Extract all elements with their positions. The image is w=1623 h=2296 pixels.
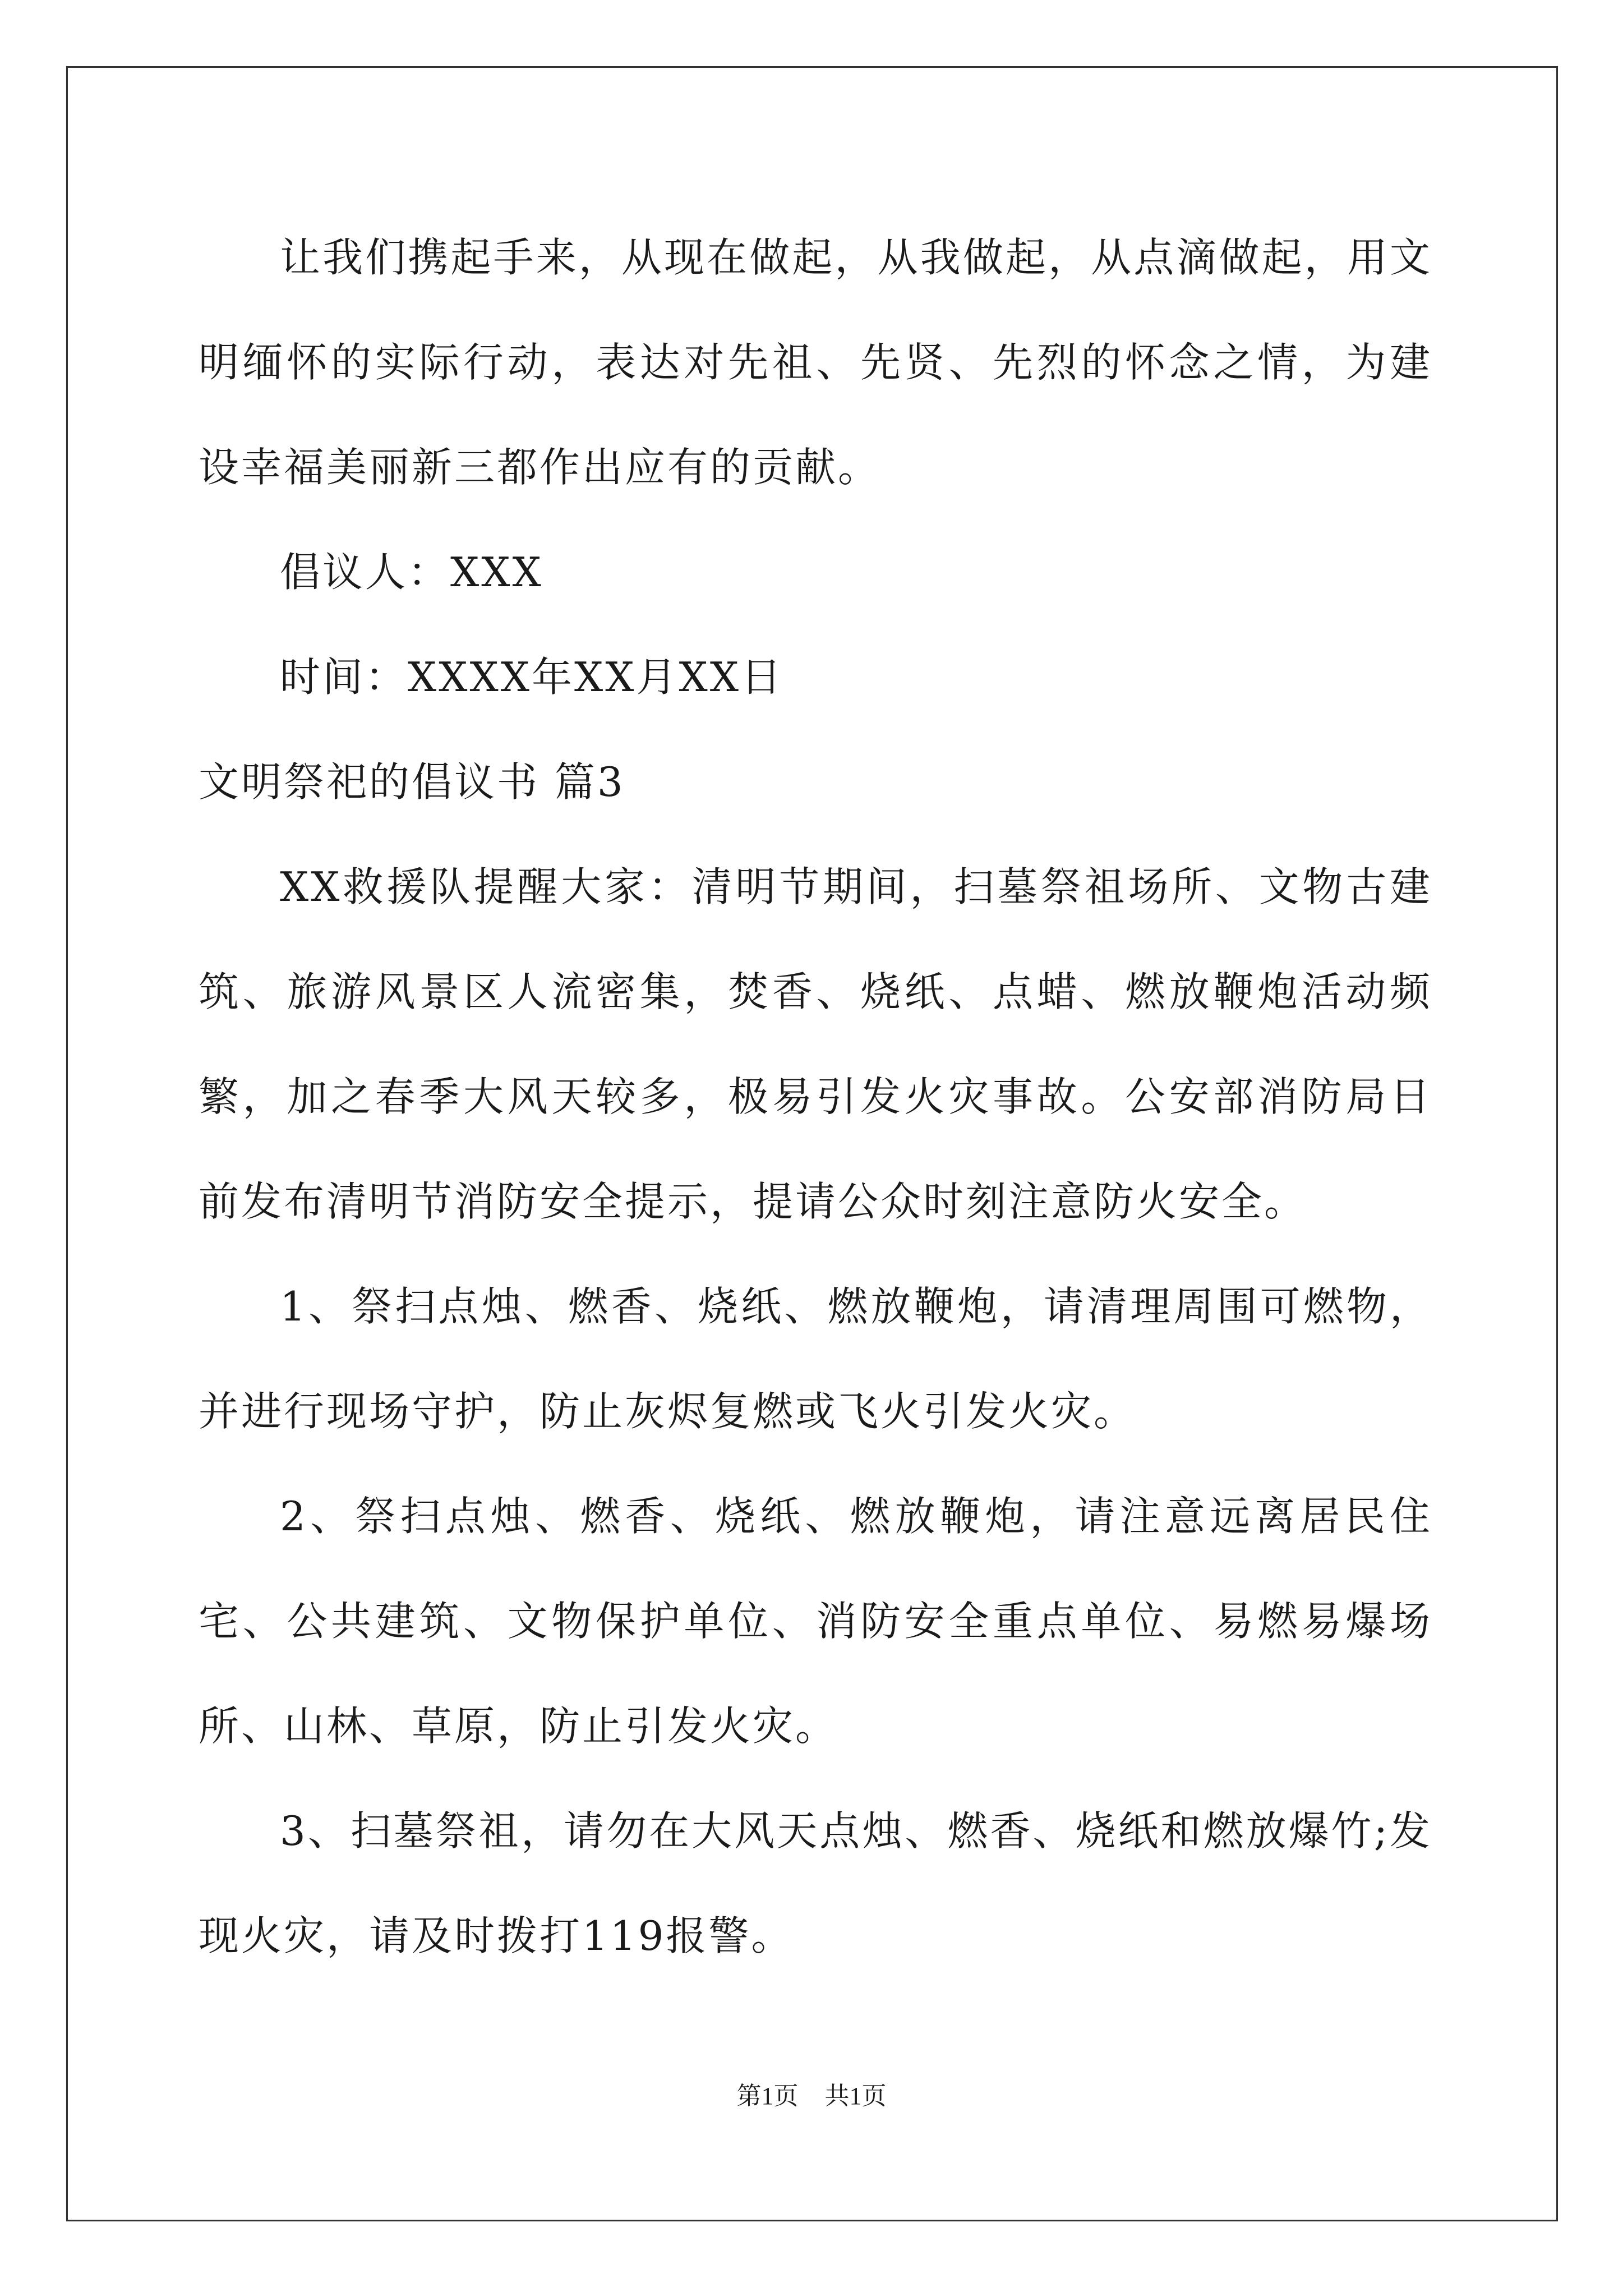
paragraph-reminder: XX救援队提醒大家：清明节期间，扫墓祭祖场所、文物古建筑、旅游风景区人流密集，焚香、烧纸、点蜡、燃放鞭炮活动频繁，加之春季大风天较多，极易引发火灾事故。公安部消防局日前发布清明节消防安全提示，提请公众时刻注意防火安全。 (199, 863, 1432, 1225)
page-total: 共1页 (824, 2082, 887, 2110)
paragraph-item-1: 1、祭扫点烛、燃香、烧纸、燃放鞭炮，请清理周围可燃物，并进行现场守护，防止灰烬复燃或飞火引发火灾。 (199, 1283, 1432, 1435)
paragraph-closing-appeal: 让我们携起手来，从现在做起，从我做起，从点滴做起，用文明缅怀的实际行动，表达对先祖、先贤、先烈的怀念之情，为建设幸福美丽新三都作出应有的贡献。 (199, 234, 1432, 491)
paragraph-item-2: 2、祭扫点烛、燃香、烧纸、燃放鞭炮，请注意远离居民住宅、公共建筑、文物保护单位、消防安全重点单位、易燃易爆场所、山林、草原，防止引发火灾。 (199, 1493, 1432, 1750)
paragraph-proposer: 倡议人：XXX (280, 549, 543, 596)
page-number: 第1页 (736, 2082, 799, 2110)
document-body (199, 205, 1432, 1989)
paragraph-item-3: 3、扫墓祭祖，请勿在大风天点烛、燃香、烧纸和燃放爆竹;发现火灾，请及时拨打119报警。 (199, 1807, 1432, 1959)
section-heading: 文明祭祀的倡议书 篇3 (199, 758, 625, 806)
page-footer (0, 2076, 1623, 2111)
paragraph-date: 时间：XXXX年XX月XX日 (280, 654, 784, 701)
